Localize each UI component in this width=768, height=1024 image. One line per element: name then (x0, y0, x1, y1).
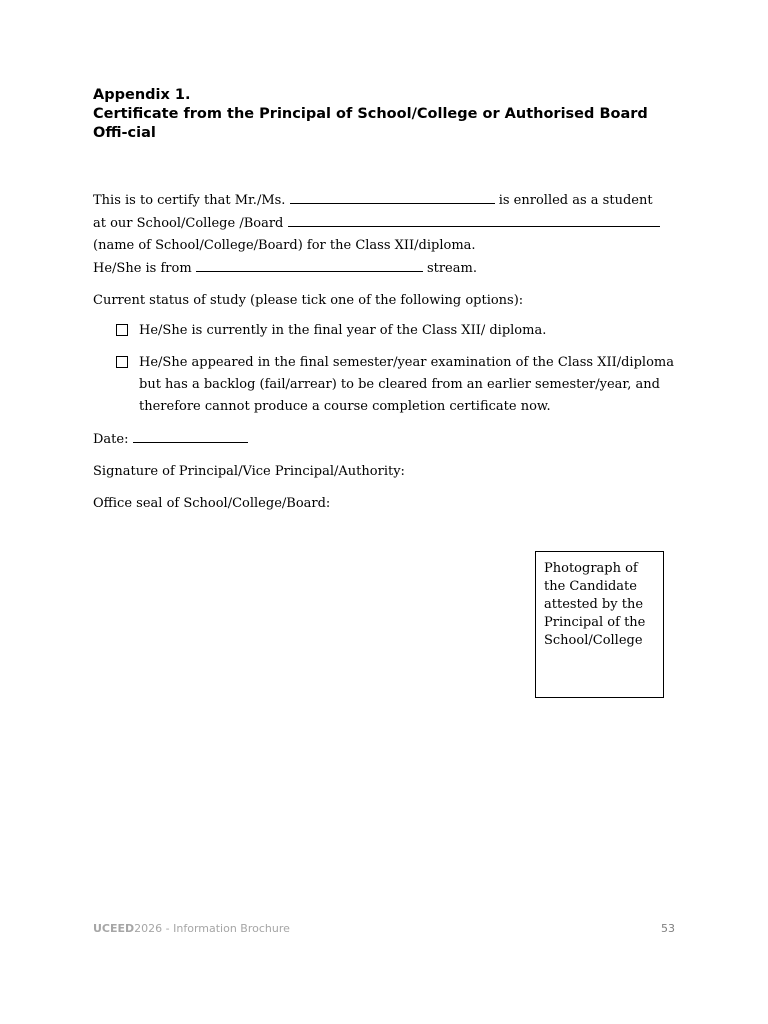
checkbox-backlog[interactable] (116, 356, 128, 368)
student-name-blank[interactable] (290, 189, 495, 204)
checkbox-final-year[interactable] (116, 324, 128, 336)
option-backlog-line-3: therefore cannot produce a course completion certificate now. (139, 399, 551, 414)
date-field (93, 428, 683, 451)
footer-brochure-label: 2026 - Information Brochure (134, 922, 290, 935)
certificate-line-1 (93, 189, 683, 212)
option-backlog-line-1: He/She appeared in the final semester/year examination of the Class XII/diploma (139, 355, 674, 370)
appendix-heading (93, 86, 683, 143)
photo-text-line-4: Principal of the (544, 615, 646, 630)
certificate-line-3: (name of School/College/Board) for the Class XII/diploma. (93, 238, 476, 253)
footer-brand: UCEED (93, 922, 135, 935)
seal-field: Office seal of School/College/Board: (93, 496, 331, 511)
status-prompt: Current status of study (please tick one of the following options): (93, 293, 524, 308)
date-label: Date: (93, 432, 129, 447)
status-option-final-year (93, 320, 683, 342)
signature-field: Signature of Principal/Vice Principal/Authority: (93, 464, 405, 479)
certificate-line-4 (93, 257, 683, 280)
date-blank[interactable] (133, 428, 248, 443)
photo-text-line-3: attested by the (544, 597, 644, 612)
appendix-number: Appendix 1. (93, 87, 191, 103)
option-final-year-text: He/She is currently in the final year of the Class XII/ diploma. (139, 323, 547, 338)
photo-text-line-1: Photograph of (544, 561, 638, 576)
footer-title (93, 922, 290, 935)
stream-label: stream. (426, 261, 477, 276)
certify-label: This is to certify that Mr./Ms. (93, 193, 286, 208)
certificate-body (93, 189, 683, 515)
certificate-title: Certificate from the Principal of School/College or Authorised Board Offi-cial (93, 106, 648, 141)
option-backlog-line-2: but has a backlog (fail/arrear) to be cleared from an earlier semester/year, and (139, 377, 660, 392)
school-label: at our School/College /Board (93, 216, 284, 231)
photo-text-line-5: School/College (544, 633, 643, 648)
certificate-line-2 (93, 212, 683, 235)
stream-blank[interactable] (196, 257, 423, 272)
page-number: 53 (661, 922, 675, 935)
stream-from-label: He/She is from (93, 261, 192, 276)
photo-text-line-2: the Candidate (544, 579, 637, 594)
enrolled-label: is enrolled as a student (498, 193, 653, 208)
status-option-backlog (93, 352, 683, 418)
school-name-blank[interactable] (288, 212, 660, 227)
photograph-box (535, 551, 664, 698)
